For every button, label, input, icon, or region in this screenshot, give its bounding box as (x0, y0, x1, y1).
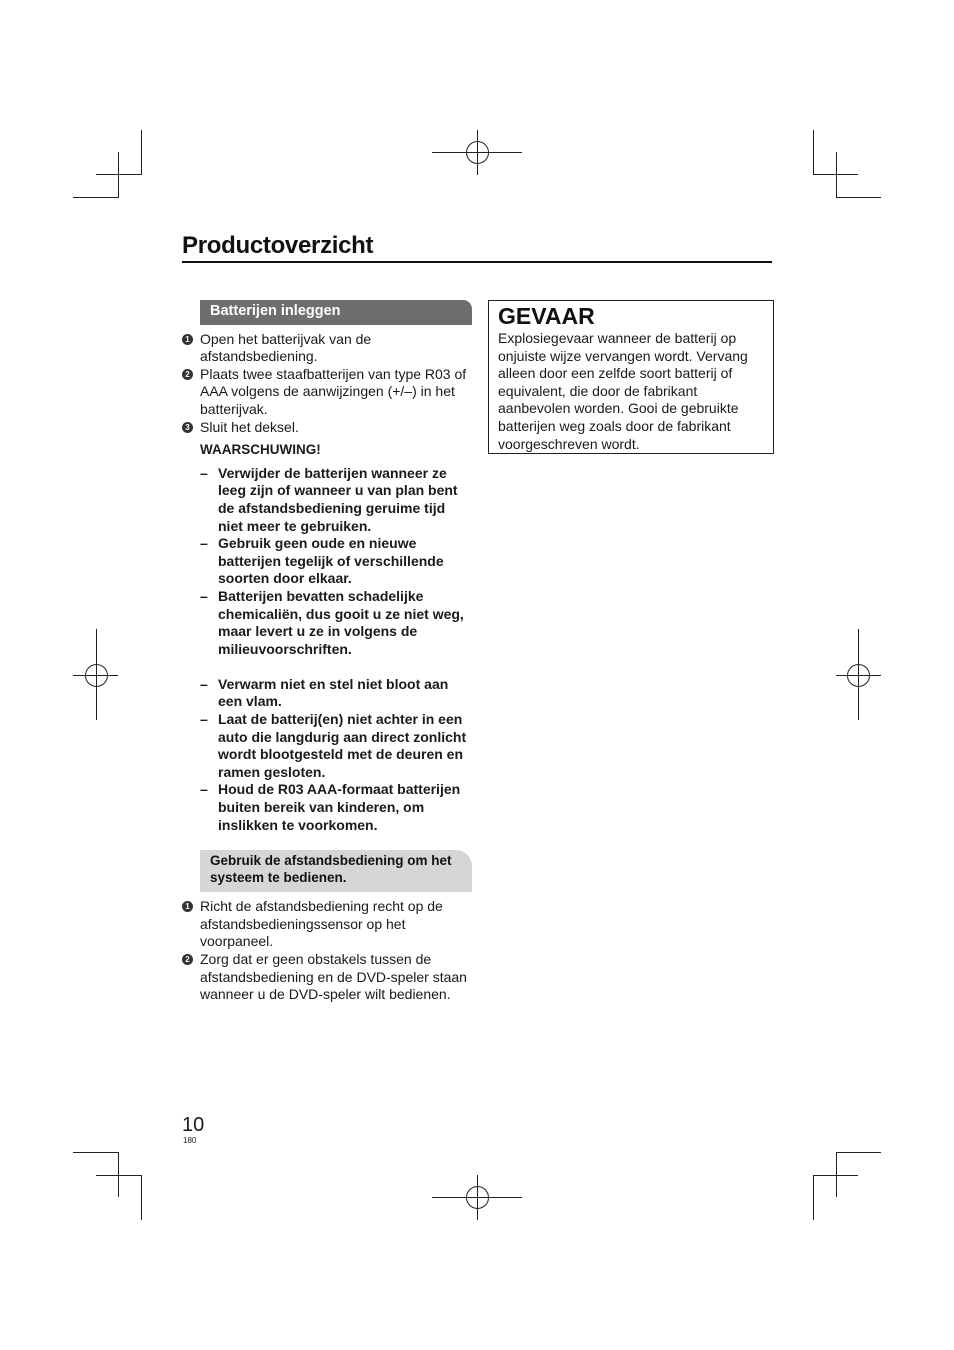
list-item (200, 465, 472, 535)
step-number-2-icon: 2 (182, 954, 193, 965)
warning-text: Gebruik geen oude en nieuwe batterijen tegelijk of verschillende soorten door elkaar. (218, 535, 444, 587)
list-item (200, 711, 472, 781)
dash-bullet: – (200, 464, 208, 481)
dash-bullet: – (200, 711, 208, 728)
warning-text: Verwarm niet en stel niet bloot aan een vlam. (218, 675, 449, 710)
warning-text: Batterijen bevatten schadelijke chemicaliën, dus gooit u ze niet weg, maar levert u ze in volgens de milieuvoorschriften. (218, 587, 464, 657)
dash-bullet: – (200, 535, 208, 552)
step-number-2-icon: 2 (182, 369, 193, 380)
list-item (200, 676, 472, 711)
step-text: Richt de afstandsbediening recht op de afstandsbedieningssensor op het voorpaneel. (200, 898, 443, 950)
danger-text: Explosiegevaar wanneer de batterij op onjuiste wijze vervangen wordt. Vervang alleen door een zelfde soort batterij of equivalent, die door de fabrikant aanbevolen worden. Gooi de gebruikte batterijen weg zoals door de fabrikant voorgeschreven wordt. (498, 330, 748, 452)
list-item (182, 951, 472, 1004)
step-text: Plaats twee staafbatterijen van type R03 of AAA volgens de aanwijzingen (+/–) in het batterijvak. (200, 365, 467, 417)
danger-title: GEVAAR (498, 303, 595, 329)
battery-steps (182, 331, 472, 437)
remote-steps (182, 898, 472, 1004)
list-item (200, 781, 472, 834)
danger-box (488, 300, 774, 454)
step-text: Open het batterijvak van de afstandsbediening. (200, 330, 372, 365)
step-text: Sluit het deksel. (200, 418, 299, 435)
warning-list (182, 465, 472, 659)
dash-bullet: – (200, 675, 208, 692)
list-item (182, 331, 472, 366)
remote-section-heading: Gebruik de afstandsbediening om het systeem te bedienen. (200, 850, 472, 892)
list-item (182, 419, 472, 437)
page-code: 180 (183, 1136, 197, 1145)
warning-text: Verwijder de batterijen wanneer ze leeg zijn of wanneer u van plan bent de afstandsbediening geruime tijd niet meer te gebruiken. (218, 464, 458, 534)
warning-label: WAARSCHUWING! (200, 442, 321, 458)
page-title: Productoverzicht (182, 232, 772, 263)
step-text: Zorg dat er geen obstakels tussen de afstandsbediening en de DVD-speler staan wanneer u de DVD-speler wilt bedienen. (200, 951, 467, 1003)
step-number-1-icon: 1 (182, 901, 193, 912)
battery-section-heading: Batterijen inleggen (200, 300, 472, 325)
list-item (200, 588, 472, 658)
list-item (182, 898, 472, 951)
dash-bullet: – (200, 781, 208, 798)
warning-list (182, 676, 472, 834)
list-item (182, 366, 472, 419)
dash-bullet: – (200, 587, 208, 604)
step-number-3-icon: 3 (182, 422, 193, 433)
list-item (200, 535, 472, 588)
warning-text: Laat de batterij(en) niet achter in een auto die langdurig aan direct zonlicht wordt blootgesteld met de deuren en ramen gesloten. (218, 711, 467, 780)
step-number-1-icon: 1 (182, 334, 193, 345)
warning-text: Houd de R03 AAA-formaat batterijen buiten bereik van kinderen, om inslikken te voorkomen. (218, 781, 461, 833)
left-column (182, 300, 472, 1004)
page-number: 10 (182, 1114, 205, 1136)
